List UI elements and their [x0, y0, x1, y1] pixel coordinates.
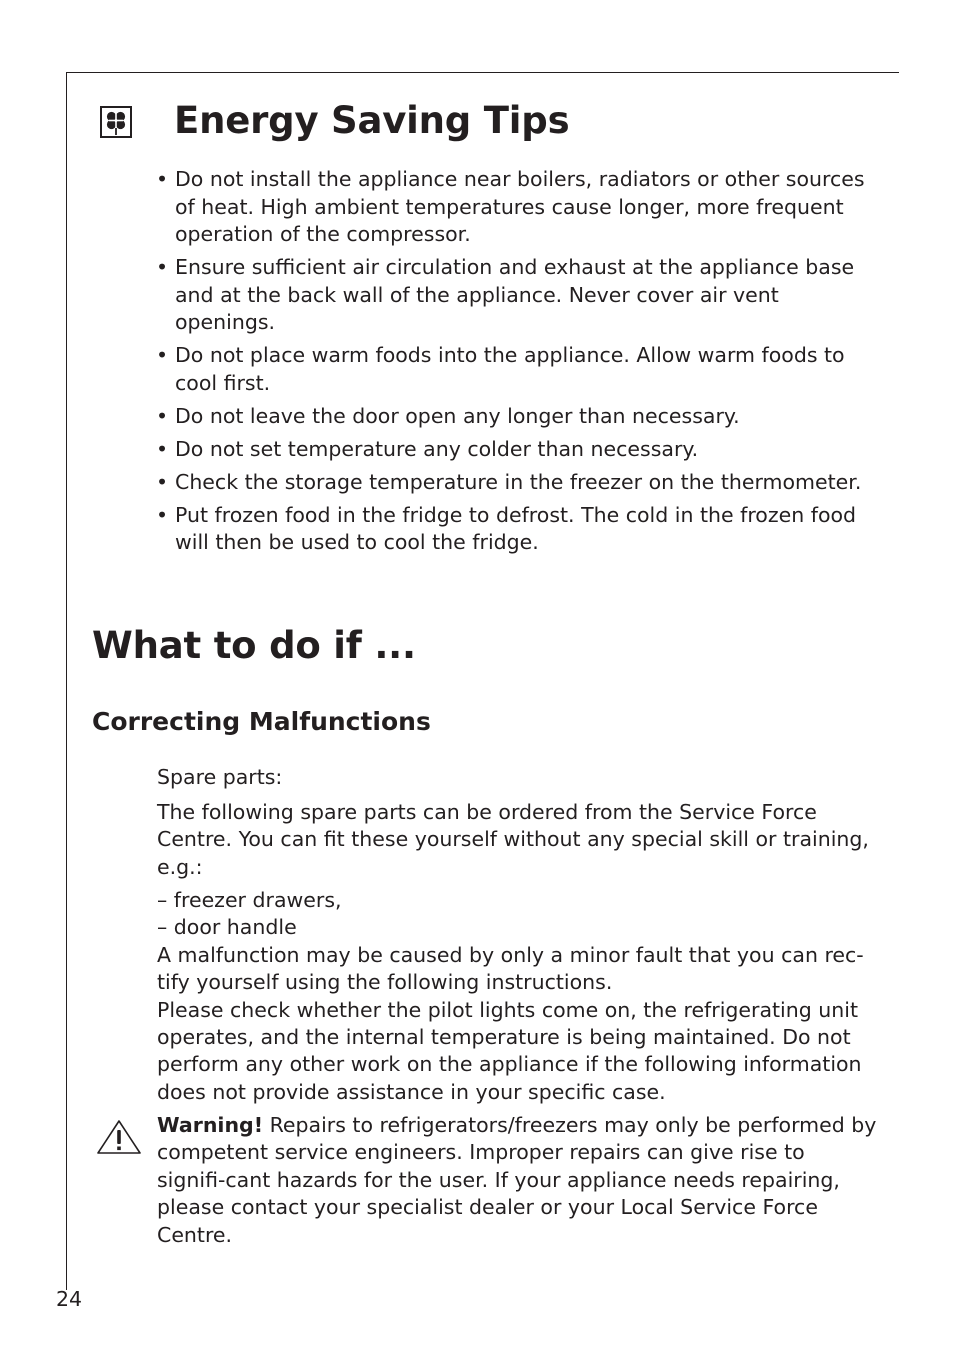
page-number: 24	[56, 1287, 83, 1311]
list-item: – door handle	[157, 915, 297, 940]
top-rule	[66, 72, 899, 73]
list-item: • Do not leave the door open any longer than necessary.	[156, 403, 876, 431]
spare-parts-intro: The following spare parts can be ordered from the Service Force Centre. You can fit these yourself without any special skill or training, e.g.:	[157, 800, 869, 879]
check-text: Please check whether the pilot lights come on, the refrigerating unit operates, and the internal temperature is being maintained. Do not perform any other work on the appliance if the following information does not provide assistance in your specific case.	[157, 997, 862, 1104]
list-item: – freezer drawers,	[157, 888, 342, 912]
clover-icon	[100, 106, 132, 138]
list-item: • Do not set temperature any colder than necessary.	[156, 436, 876, 464]
malfunction-text: A malfunction may be caused by only a minor fault that you can rec-tify yourself using the following instructions.	[157, 942, 864, 995]
list-item: • Put frozen food in the fridge to defrost. The cold in the frozen food will then be used to cool the fridge.	[156, 502, 876, 557]
correcting-malfunctions-heading: Correcting Malfunctions	[92, 707, 431, 736]
energy-tips-list	[156, 166, 876, 562]
list-item: • Do not install the appliance near boilers, radiators or other sources of heat. High ambient temperatures cause longer, more frequent operation of the compressor.	[156, 166, 876, 249]
warning-triangle-icon	[96, 1119, 142, 1155]
list-item: • Ensure sufficient air circulation and exhaust at the appliance base and at the back wall of the appliance. Never cover air vent openings.	[156, 254, 876, 337]
what-to-do-title: What to do if ...	[92, 624, 416, 667]
spare-parts-list	[157, 887, 877, 1106]
warning-text: Repairs to refrigerators/freezers may only be performed by competent service engineers. Improper repairs can give rise to signifi-cant hazards for the user. If your appliance needs repairing, please contact your specialist dealer or your Local Service Force Centre.	[157, 1113, 877, 1247]
spare-parts-label: Spare parts:	[157, 765, 283, 789]
warning-label: Warning!	[157, 1113, 264, 1137]
energy-saving-title: Energy Saving Tips	[174, 99, 570, 142]
warning-paragraph	[157, 1112, 877, 1249]
margin-rule	[66, 72, 67, 1290]
list-item: • Do not place warm foods into the appliance. Allow warm foods to cool first.	[156, 342, 876, 397]
list-item: • Check the storage temperature in the freezer on the thermometer.	[156, 469, 876, 497]
